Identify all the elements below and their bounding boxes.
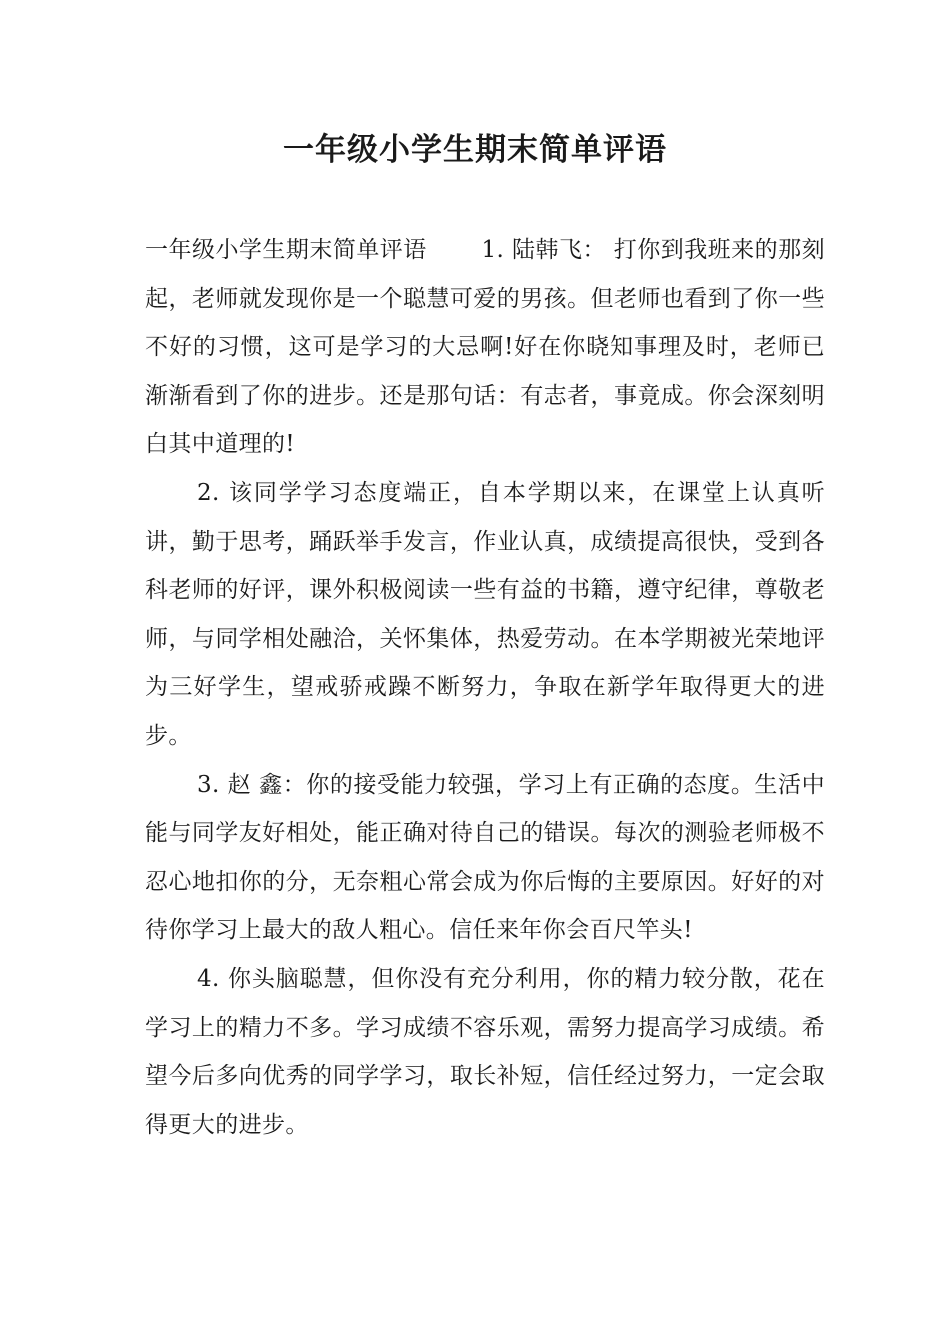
document-title: 一年级小学生期末简单评语 [283, 132, 667, 168]
paragraph-3: 3. 赵 鑫：你的接受能力较强，学习上有正确的态度。生活中能与同学友好相处，能正确对待自己的错误。每次的测验老师极不忍心地扣你的分，无奈粗心常会成为你后悔的主要原因。好好的对待你学习上最大的敌人粗心。信任来年你会百尺竿头! [145, 771, 825, 944]
paragraph-2: 2. 该同学学习态度端正，自本学期以来，在课堂上认真听讲，勤于思考，踊跃举手发言，作业认真，成绩提高很快，受到各科老师的好评，课外积极阅读一些有益的书籍，遵守纪律，尊敬老师，与同学相处融洽，关怀集体，热爱劳动。在本学期被光荣地评为三好学生，望戒骄戒躁不断努力，争取在新学年取得更大的进步。 [145, 479, 825, 749]
document-body [145, 226, 825, 1149]
paragraph-4: 4. 你头脑聪慧，但你没有充分利用，你的精力较分散，花在学习上的精力不多。学习成绩不容乐观，需努力提高学习成绩。希望今后多向优秀的同学学习，取长补短，信任经过努力，一定会取得更大的进步。 [145, 965, 825, 1138]
paragraph-1: 一年级小学生期末简单评语 1. 陆韩飞： 打你到我班来的那刻起，老师就发现你是一个聪慧可爱的男孩。但老师也看到了你一些不好的习惯，这可是学习的大忌啊!好在你晓知事理及时，老师已渐渐看到了你的进步。还是那句话：有志者，事竟成。你会深刻明白其中道理的! [145, 237, 825, 458]
